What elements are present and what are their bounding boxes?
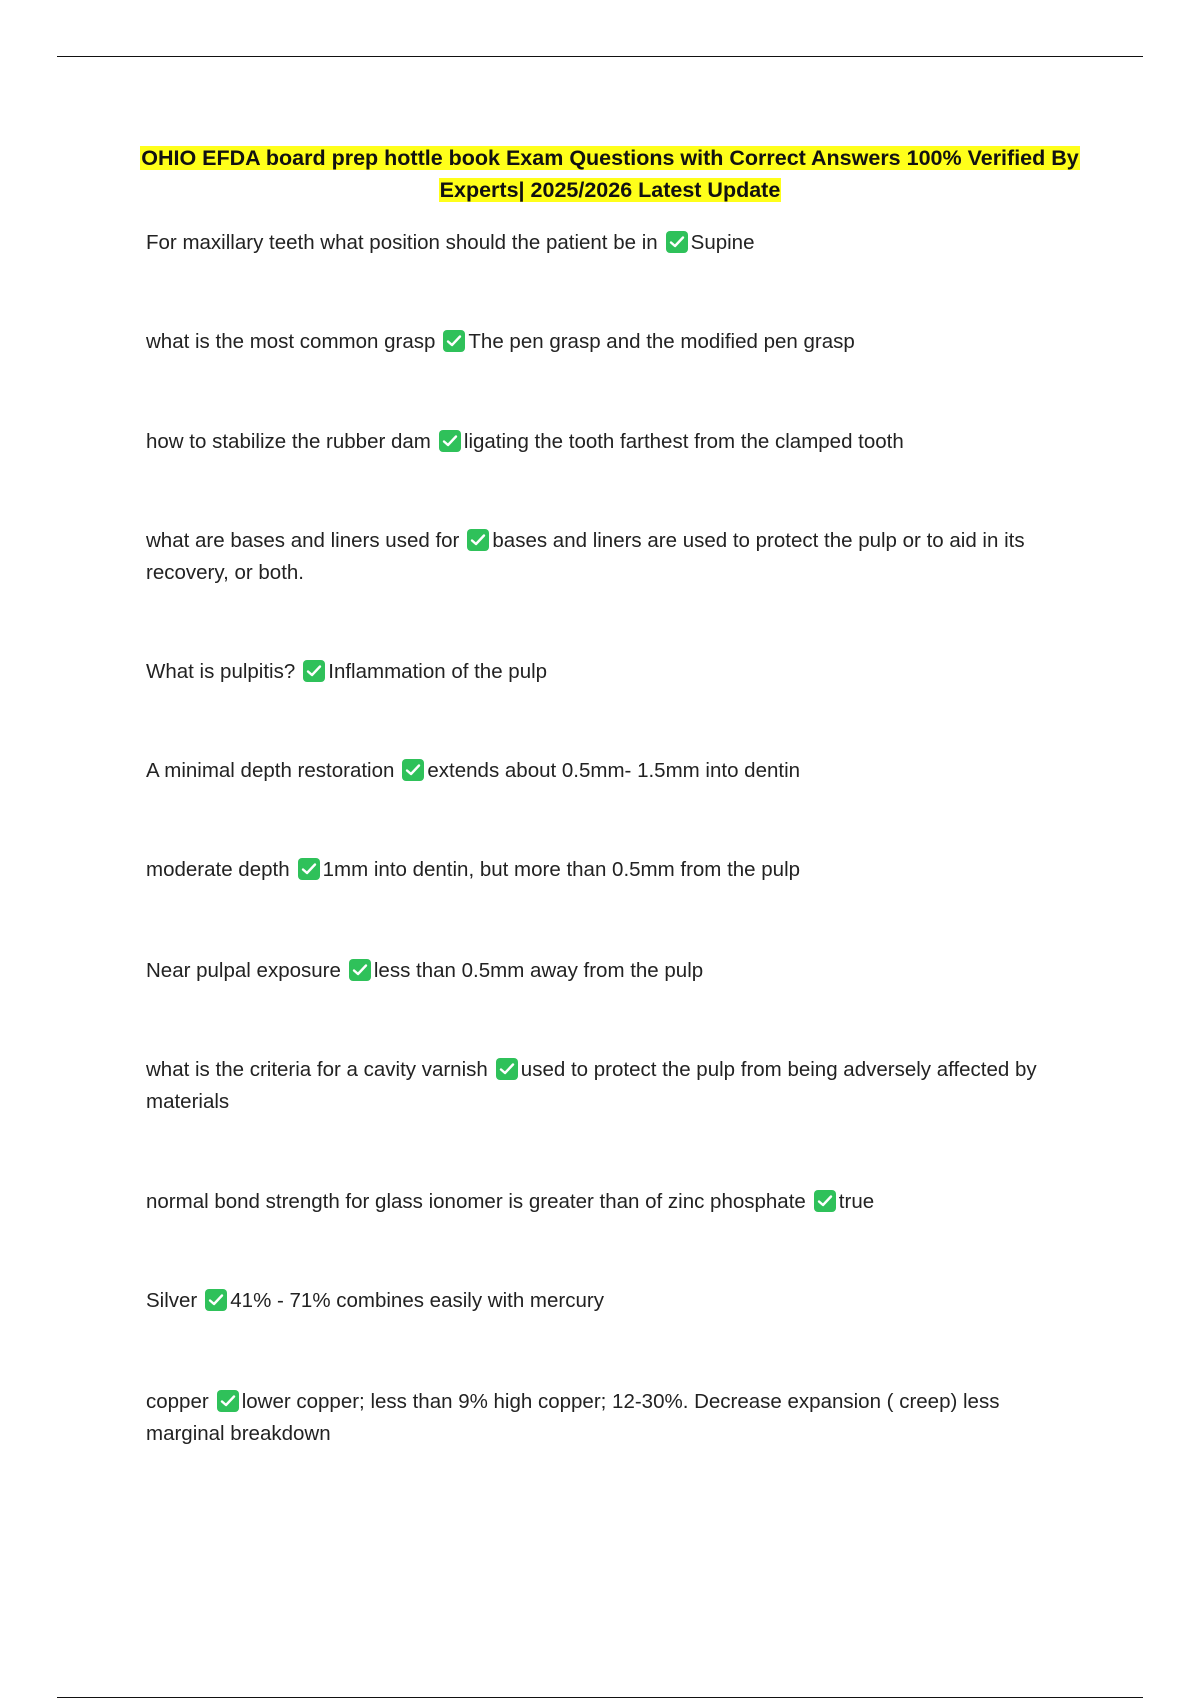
question-text: what is the most common grasp [146,330,436,353]
answer-text: 41% - 71% combines easily with mercury [230,1289,604,1312]
answer-text: 1mm into dentin, but more than 0.5mm from the pulp [322,858,801,881]
checkmark-icon [439,430,461,452]
answer-text: lower copper; less than 9% high copper; 12-30%. Decrease expansion ( creep) less marginal breakdown [146,1390,1000,1445]
checkmark-icon [666,231,688,253]
qa-item-8 [146,955,1081,987]
title-highlight: OHIO EFDA board prep hottle book Exam Questions with Correct Answers 100% Verified By Experts| 2025/2026 Latest Update [141,146,1079,202]
qa-item-11 [146,1285,1081,1317]
question-text: For maxillary teeth what position should the patient be in [146,231,658,254]
answer-text: less than 0.5mm away from the pulp [373,959,704,982]
question-text: what is the criteria for a cavity varnish [146,1058,488,1081]
qa-item-12 [146,1386,1081,1450]
answer-text: bases and liners are used to protect the pulp or to aid in its recovery, or both. [146,529,1025,584]
qa-item-1 [146,227,1081,259]
checkmark-icon [402,759,424,781]
answer-text: true [838,1190,875,1213]
question-text: What is pulpitis? [146,660,296,683]
answer-text: ligating the tooth farthest from the clamped tooth [463,430,904,453]
qa-item-2 [146,326,1081,358]
answer-text: The pen grasp and the modified pen grasp [468,330,855,353]
qa-item-7 [146,854,1081,886]
answer-text: extends about 0.5mm- 1.5mm into dentin [427,759,801,782]
question-text: Near pulpal exposure [146,959,341,982]
question-text: how to stabilize the rubber dam [146,430,431,453]
answer-text: used to protect the pulp from being adversely affected by materials [146,1058,1037,1113]
question-text: normal bond strength for glass ionomer is greater than of zinc phosphate [146,1190,806,1213]
checkmark-icon [298,858,320,880]
checkmark-icon [349,959,371,981]
checkmark-icon [467,529,489,551]
question-text: A minimal depth restoration [146,759,395,782]
question-text: copper [146,1390,209,1413]
question-text: moderate depth [146,858,290,881]
checkmark-icon [205,1289,227,1311]
checkmark-icon [443,330,465,352]
top-rule [57,56,1143,57]
checkmark-icon [814,1190,836,1212]
qa-item-9 [146,1054,1081,1118]
qa-item-3 [146,426,1081,458]
bottom-rule [57,1697,1143,1698]
qa-item-4 [146,525,1081,589]
answer-text: Supine [690,231,755,254]
qa-item-5 [146,656,1081,688]
answer-text: Inflammation of the pulp [328,660,548,683]
checkmark-icon [303,660,325,682]
question-text: what are bases and liners used for [146,529,460,552]
question-text: Silver [146,1289,198,1312]
qa-item-6 [146,755,1081,787]
checkmark-icon [496,1058,518,1080]
checkmark-icon [217,1390,239,1412]
qa-item-10 [146,1186,1081,1218]
document-title [140,142,1080,206]
